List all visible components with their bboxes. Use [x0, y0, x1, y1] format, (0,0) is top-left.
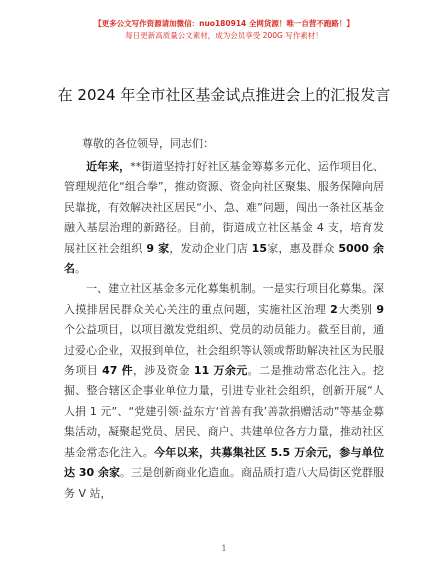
- text-run: 。二是推动常态化注入。挖掘、整合辖区企事业单位力量，引进专业社会组织，创新开展“人人捐 1 元”、“党建引领·益东方‘首善有我’善款捐赠活动”等基金募集活动，凝聚起党员、居民、商户、共建单位各方力量，推动社区基金常态化注入。: [64, 364, 385, 459]
- text-run: ，发动企业门店: [169, 241, 252, 255]
- text-run: **街道坚持打好社区基金筹募多元化、运作项目化、管理规范化“组合拳”，推动资源、资金向社区聚集、服务保障向居民靠拢，有效解决社区居民“小、急、难”问题，闯出一条社区基金融入基层治理的新路径。目前，街道成立社区基金 4 支，培育发展社区社会组织: [64, 160, 385, 255]
- text-run: 个公益项目，以项目激发党组织、党员的动员能力。截至目前，通过爱心企业，双报到单位，社会组织等认领或帮助解决社区为民服务项目: [64, 323, 384, 378]
- bold-figure: 11 万余元: [193, 364, 248, 378]
- text-run: 。三是创新商业化造血。商品质打造八大局街区党群服务 V 站，: [64, 466, 385, 500]
- salutation: 尊敬的各位领导，同志们：: [82, 137, 214, 150]
- banner-line-2: 每日更新高质量公文素材，成为会员享受 200G 写作素材！: [125, 31, 323, 40]
- bold-figure: 2: [330, 302, 338, 316]
- text-run: ，涉及资金: [133, 364, 194, 378]
- document-title: 在 2024 年全市社区基金试点推进会上的汇报发言: [57, 86, 391, 104]
- bold-figure: 9 家: [146, 241, 170, 255]
- banner-line-1: 【更多公文写作资源请加微信：nuo180914 全网货源！唯一自营不跑路！】: [94, 19, 354, 28]
- bold-figure: 47 件: [102, 364, 134, 378]
- text-run: 。: [75, 262, 86, 276]
- text-run: 一、建立社区基金多元化募集机制。一是实行项目化募集。深入摸排居民群众关心关注的重点问题，实施社区治理: [64, 282, 385, 316]
- text-run: 家，惠及群众: [266, 241, 339, 255]
- header-banner: [0, 18, 448, 42]
- paragraph-lead: 近年来，: [86, 160, 131, 173]
- page-number: 1: [221, 544, 227, 553]
- bold-highlight: 今年以来，共募集社区 5.5 万余元，参与单位达 30 余家: [64, 445, 384, 480]
- paragraph-1: [64, 157, 384, 279]
- text-run: 大类别: [337, 302, 377, 316]
- bold-figure: 15: [251, 241, 267, 255]
- bold-figure: 9: [376, 302, 384, 316]
- document-body: [64, 157, 384, 504]
- paragraph-2: [64, 279, 384, 503]
- bold-figure: 5000 余名: [64, 241, 385, 276]
